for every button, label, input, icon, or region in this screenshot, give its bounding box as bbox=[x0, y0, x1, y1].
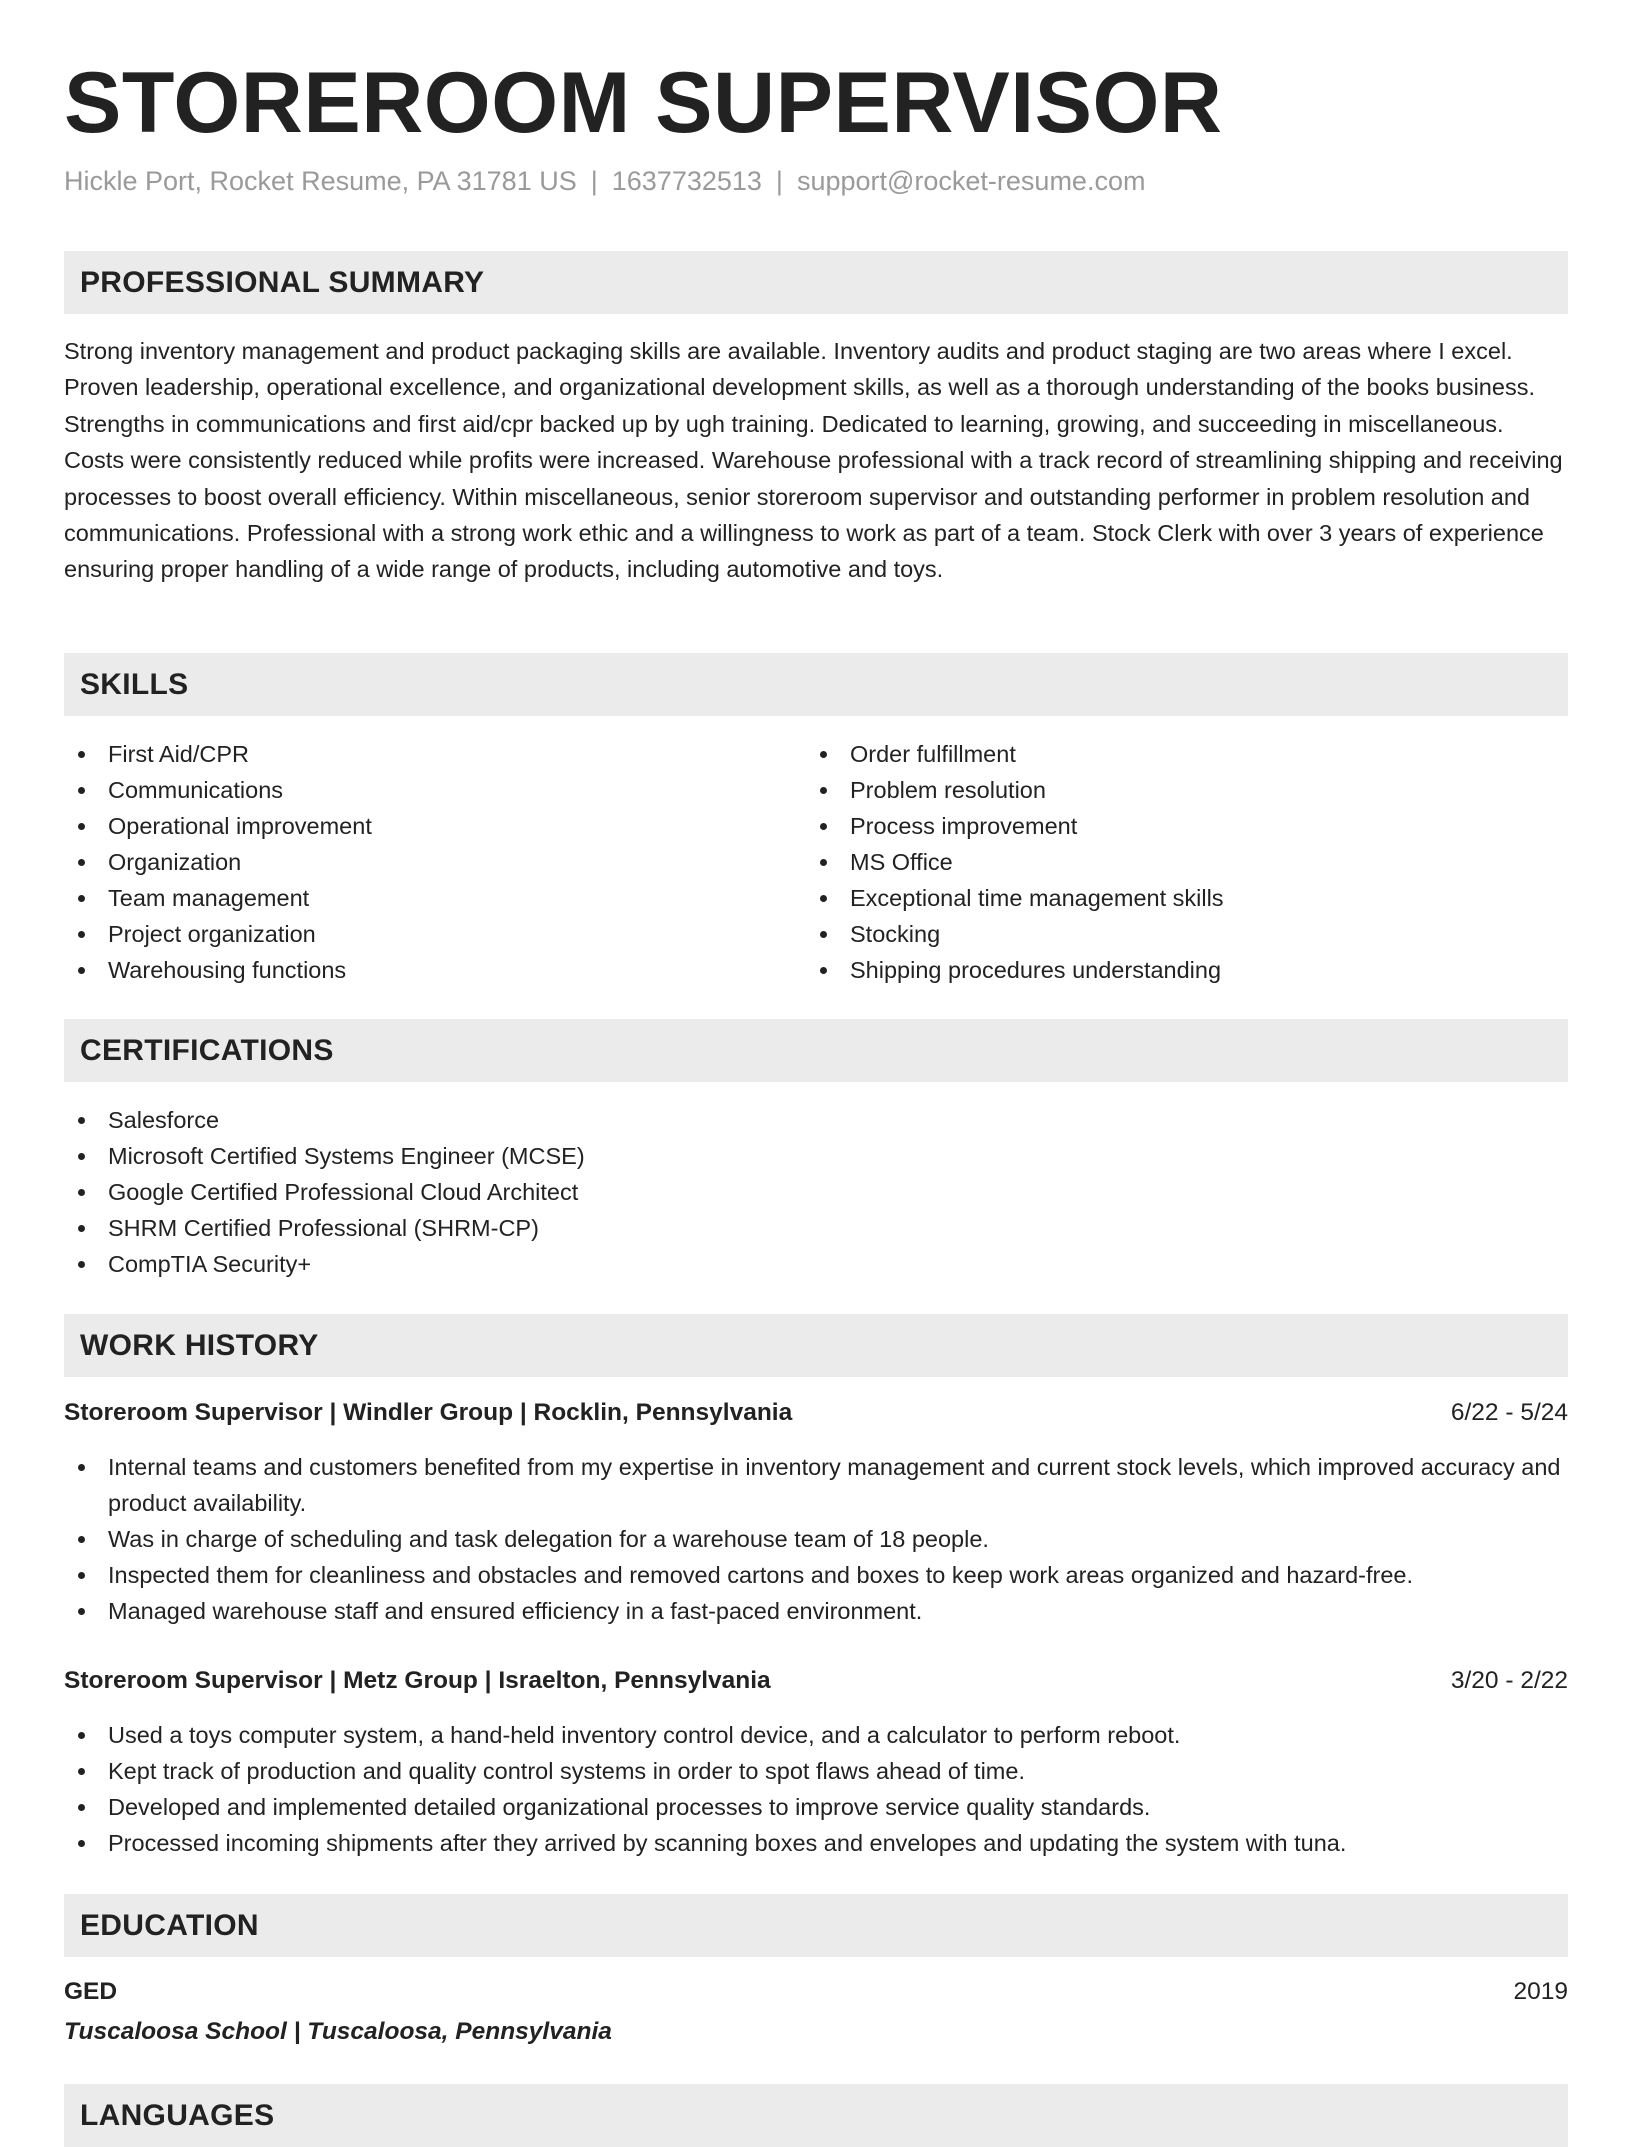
certification-item: Microsoft Certified Systems Engineer (MCSE) bbox=[64, 1138, 1568, 1174]
education-school: Tuscaloosa School | Tuscaloosa, Pennsylvania bbox=[64, 2018, 612, 2045]
skill-item: Project organization bbox=[64, 916, 804, 952]
section-header-work-history: WORK HISTORY bbox=[64, 1314, 1568, 1377]
skills-list-left bbox=[64, 736, 804, 988]
skill-item: Team management bbox=[64, 880, 804, 916]
certification-item: Salesforce bbox=[64, 1102, 1568, 1138]
skill-item: Shipping procedures understanding bbox=[806, 952, 1546, 988]
job-header bbox=[64, 1395, 1568, 1431]
contact-separator: | bbox=[775, 166, 783, 196]
job-dates: 3/20 - 2/22 bbox=[1450, 1667, 1568, 1694]
skill-item: Process improvement bbox=[806, 808, 1546, 844]
education-degree-row bbox=[64, 1974, 1568, 2010]
skill-item: Organization bbox=[64, 844, 804, 880]
job-bullet: Kept track of production and quality control systems in order to spot flaws ahead of time. bbox=[64, 1753, 1568, 1789]
certifications-list bbox=[64, 1102, 1568, 1282]
contact-address: Hickle Port, Rocket Resume, PA 31781 US bbox=[64, 166, 577, 196]
skill-item: Communications bbox=[64, 772, 804, 808]
skill-item: MS Office bbox=[806, 844, 1546, 880]
section-header-summary: PROFESSIONAL SUMMARY bbox=[64, 251, 1568, 314]
skill-item: First Aid/CPR bbox=[64, 736, 804, 772]
education-degree: GED bbox=[64, 1978, 118, 2005]
job-bullets bbox=[64, 1449, 1568, 1629]
contact-phone: 1637732513 bbox=[611, 166, 762, 196]
skill-item: Stocking bbox=[806, 916, 1546, 952]
section-header-skills: SKILLS bbox=[64, 653, 1568, 716]
job-header bbox=[64, 1663, 1568, 1699]
skill-item: Operational improvement bbox=[64, 808, 804, 844]
section-header-education: EDUCATION bbox=[64, 1894, 1568, 1957]
job-bullet: Was in charge of scheduling and task delegation for a warehouse team of 18 people. bbox=[64, 1521, 1568, 1557]
skill-item: Order fulfillment bbox=[806, 736, 1546, 772]
skills-list-right bbox=[806, 736, 1546, 988]
skill-item: Exceptional time management skills bbox=[806, 880, 1546, 916]
section-header-languages: LANGUAGES bbox=[64, 2084, 1568, 2147]
education-year: 2019 bbox=[1513, 1978, 1568, 2005]
job-bullet: Used a toys computer system, a hand-held inventory control device, and a calculator to perform reboot. bbox=[64, 1717, 1568, 1753]
contact-line bbox=[64, 166, 1145, 197]
summary-text: Strong inventory management and product packaging skills are available. Inventory audits and product staging are two areas where I excel. Proven leadership, operational excellence, and organizational development skills, as well as a thorough understanding of the books business. Strengths in communications and first aid/cpr backed up by ugh training. Dedicated to learning, growing, and succeeding in miscellaneous. Costs were consistently reduced while profits were increased. Warehouse professional with a track record of streamlining shipping and receiving processes to boost overall efficiency. Within miscellaneous, senior storeroom supervisor and outstanding performer in problem resolution and communications. Professional with a strong work ethic and a willingness to work as part of a team. Stock Clerk with over 3 years of experience ensuring proper handling of a wide range of products, including automotive and toys. bbox=[64, 338, 1563, 583]
contact-email[interactable]: support@rocket-resume.com bbox=[796, 166, 1146, 196]
job-dates: 6/22 - 5/24 bbox=[1450, 1399, 1568, 1426]
job-title: Storeroom Supervisor | Metz Group | Israelton, Pennsylvania bbox=[64, 1667, 771, 1694]
resume-title: STOREROOM SUPERVISOR bbox=[64, 55, 1223, 151]
skill-item: Problem resolution bbox=[806, 772, 1546, 808]
certification-item: SHRM Certified Professional (SHRM-CP) bbox=[64, 1210, 1568, 1246]
section-header-certifications: CERTIFICATIONS bbox=[64, 1019, 1568, 1082]
job-bullet: Inspected them for cleanliness and obstacles and removed cartons and boxes to keep work areas organized and hazard-free. bbox=[64, 1557, 1568, 1593]
job-bullet: Internal teams and customers benefited from my expertise in inventory management and current stock levels, which improved accuracy and product availability. bbox=[64, 1449, 1568, 1521]
job-bullet: Processed incoming shipments after they arrived by scanning boxes and envelopes and updating the system with tuna. bbox=[64, 1825, 1568, 1861]
certification-item: CompTIA Security+ bbox=[64, 1246, 1568, 1282]
skill-item: Warehousing functions bbox=[64, 952, 804, 988]
job-bullet: Managed warehouse staff and ensured efficiency in a fast-paced environment. bbox=[64, 1593, 1568, 1629]
job-bullets bbox=[64, 1717, 1568, 1861]
certification-item: Google Certified Professional Cloud Architect bbox=[64, 1174, 1568, 1210]
job-bullet: Developed and implemented detailed organizational processes to improve service quality standards. bbox=[64, 1789, 1568, 1825]
job-title: Storeroom Supervisor | Windler Group | Rocklin, Pennsylvania bbox=[64, 1399, 793, 1426]
contact-separator: | bbox=[590, 166, 598, 196]
